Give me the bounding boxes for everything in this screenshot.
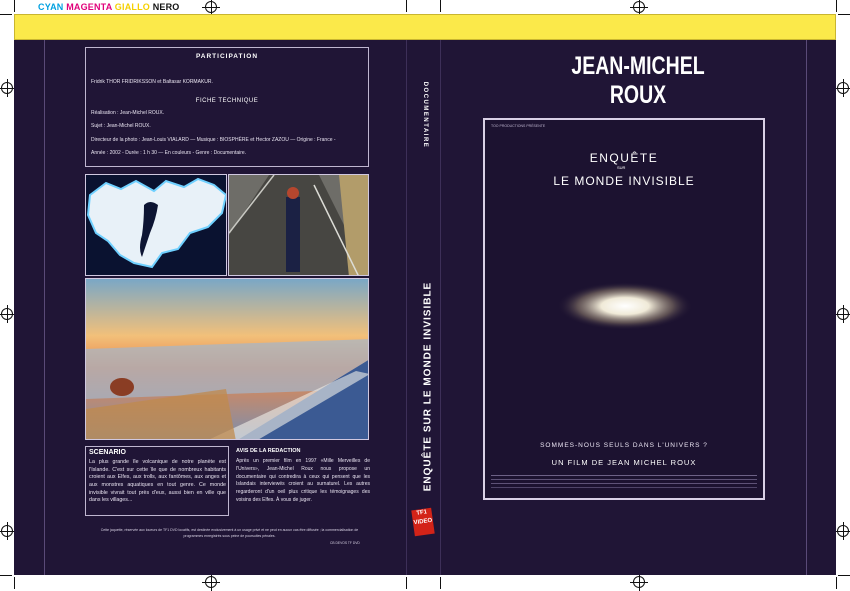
legal-notice: Cette jaquette, réservée aux loueurs de TF1 DVD locatifs, est destinée exclusivement à un usage privé et ne peut en aucun cas être diffusée ; la commercialisation de programmes enregistrés sous peine de poursuites pénales. <box>100 528 359 538</box>
guide-line <box>806 40 807 575</box>
spine-fold <box>406 40 407 575</box>
director-first-name: JEAN-MICHEL <box>571 52 705 80</box>
film-title-line2: LE MONDE INVISIBLE <box>553 174 695 188</box>
color-label-black: NERO <box>152 2 180 12</box>
review-heading: AVIS DE LA REDACTION <box>236 448 301 454</box>
credits-box <box>85 47 369 167</box>
registration-mark-icon <box>205 1 217 13</box>
trim-mark <box>838 575 850 576</box>
credit-block-line <box>491 475 757 476</box>
technical-line: Réalisation : Jean-Michel ROUX. <box>91 110 165 116</box>
front-artwork-frame <box>483 118 765 500</box>
tagline: SOMMES-NOUS SEULS DANS L'UNIVERS ? <box>540 442 708 449</box>
technical-line: Directeur de la photo : Jean-Louis VIALARD — Musique : BIOSPHÈRE et Hector ZAZOU — Origine : France - <box>91 137 336 143</box>
spine-fold <box>440 40 441 575</box>
trim-mark <box>440 577 441 589</box>
technical-line: Année : 2002 - Durée : 1 h 30 — En couleurs - Genre : Documentaire. <box>91 150 247 156</box>
presents-line: TOO PRODUCTIONS PRÉSENTE <box>491 124 546 128</box>
trim-mark <box>0 575 12 576</box>
technical-line: Sujet : Jean-Michel ROUX. <box>91 123 151 129</box>
credit-block-line <box>491 487 757 488</box>
color-bar <box>38 2 180 12</box>
trim-mark <box>406 0 407 12</box>
color-label-yellow: GIALLO <box>114 2 150 12</box>
color-label-magenta: MAGENTA <box>66 2 113 12</box>
registration-mark-icon <box>1 308 13 320</box>
registration-mark-icon <box>1 82 13 94</box>
yellow-bleed-band <box>14 14 836 40</box>
participation-heading: PARTICIPATION <box>195 53 259 60</box>
scenario-text: La plus grande île volcanique de notre planète est l'Islande. C'est sur cette île que de nombreux habitants croient aux Elfes, aux trolls, aux fantômes, aux anges et aux monstres aquatiques en tout genre. Ce monde invisible vivrait tout près d'eux, aussi bien en ville que dans les villages... <box>89 459 226 504</box>
registration-mark-icon <box>633 1 645 13</box>
spine-title: ENQUÊTE SUR LE MONDE INVISIBLE <box>422 281 434 492</box>
film-title-line1: ENQUÊTE <box>589 151 659 165</box>
color-label-cyan: CYAN <box>38 2 64 12</box>
trim-mark <box>440 0 441 12</box>
film-title-sur: SUR <box>617 165 626 170</box>
publisher-logo-icon: TF1 VIDEO <box>411 508 434 537</box>
registration-mark-icon <box>837 82 849 94</box>
glowing-light-image <box>555 278 695 334</box>
credit-block-line <box>491 479 757 480</box>
catalog-code: CB DEVOS TF DVD <box>330 541 360 545</box>
director-name <box>484 52 793 110</box>
trim-mark <box>836 0 837 12</box>
trim-mark <box>836 577 837 589</box>
review-text: Après un premier film en 1997 «Mille Merveilles de l'Univers», Jean-Michel Roux nous propose un documentaire qui contredira à ceux qui pensent que les Islandais interviewés croient au surnaturel. Les autres regarderont d'un oeil plus critique les témoignages des voisins des Elfes. À vous de juger. <box>236 458 370 503</box>
trim-mark <box>406 577 407 589</box>
scenario-box <box>85 446 229 516</box>
registration-mark-icon <box>205 576 217 588</box>
sunset-landscape-image <box>85 278 369 440</box>
registration-mark-icon <box>1 525 13 537</box>
girl-on-road-image <box>228 174 369 276</box>
credit-block-line <box>491 483 757 484</box>
registration-mark-icon <box>633 576 645 588</box>
technical-heading: FICHE TECHNIQUE <box>195 98 259 104</box>
trim-mark <box>14 577 15 589</box>
trim-mark <box>838 14 850 15</box>
scenario-heading: SCENARIO <box>89 449 126 456</box>
participation-text: Fridrik THOR FRIDRIKSSON et Baltasar KORMAKUR. <box>91 79 213 85</box>
guide-line <box>44 40 45 575</box>
iceland-map-image <box>85 174 227 276</box>
trim-mark <box>14 0 15 12</box>
director-last-name: ROUX <box>609 81 667 109</box>
registration-mark-icon <box>837 525 849 537</box>
registration-mark-icon <box>837 308 849 320</box>
trim-mark <box>0 14 12 15</box>
spine-genre: DOCUMENTAIRE <box>422 81 428 149</box>
director-credit: UN FILM DE JEAN MICHEL ROUX <box>551 458 697 467</box>
